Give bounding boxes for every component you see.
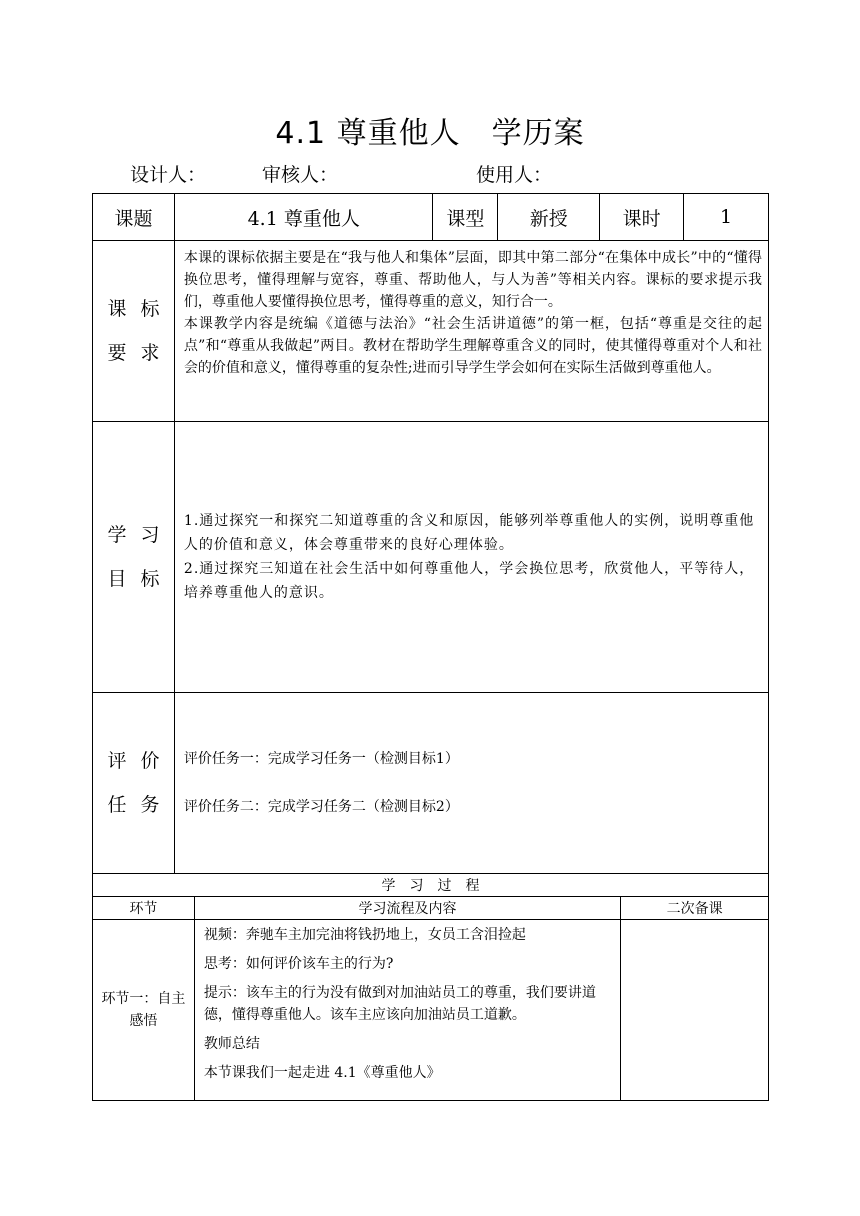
lesson-info-table bbox=[92, 193, 769, 874]
standards-content bbox=[174, 241, 768, 422]
objectives-label-line2: 目标 bbox=[107, 568, 174, 590]
standards-label bbox=[93, 241, 175, 422]
stage-content bbox=[194, 920, 620, 1101]
table-row bbox=[93, 920, 769, 1101]
stage-column-header: 环节 bbox=[93, 897, 195, 920]
type-value: 新授 bbox=[498, 194, 600, 241]
stage-notes bbox=[621, 920, 769, 1101]
period-value: 1 bbox=[684, 194, 769, 241]
stage-line: 思考：如何评价该车主的行为? bbox=[203, 956, 394, 972]
standards-paragraph: 本课的课标依据主要是在“我与他人和集体”层面，即其中第二部分“在集体中成长”中的“懂得换位思考，懂得理解与宽容，尊重、帮助他人，与人为善”等相关内容。课标的要求提示我们，尊重他人要懂得换位思考，懂得尊重的意义，知行合一。 bbox=[183, 250, 762, 310]
page-title: 4.1 尊重他人 学历案 bbox=[275, 116, 585, 151]
process-heading: 学 习 过 程 bbox=[93, 874, 769, 897]
stage-line: 教师总结 bbox=[203, 1036, 260, 1052]
stage-line: 本节课我们一起走进 4.1《尊重他人》 bbox=[203, 1065, 441, 1081]
stage-line: 视频：奔驰车主加完油将钱扔地上，女员工含泪捡起 bbox=[203, 927, 526, 943]
standards-row bbox=[93, 241, 769, 422]
stage-line: 提示：该车主的行为没有做到对加油站员工的尊重，我们要讲道德，懂得尊重他人。该车主应该向加油站员工道歉。 bbox=[203, 985, 596, 1023]
stage-name: 环节一：自主感悟 bbox=[93, 920, 195, 1101]
evaluation-label-line1: 评价 bbox=[107, 750, 174, 772]
objectives-label bbox=[93, 422, 175, 693]
evaluation-item: 评价任务二：完成学习任务二（检测目标2） bbox=[183, 799, 459, 815]
objective-item: 2.通过探究三知道在社会生活中如何尊重他人，学会换位思考，欣赏他人，平等待人，培养尊重他人的意识。 bbox=[183, 561, 755, 601]
type-label: 课型 bbox=[433, 194, 498, 241]
learning-process-table bbox=[92, 873, 769, 1101]
process-heading-row bbox=[93, 874, 769, 897]
evaluation-item: 评价任务一：完成学习任务一（检测目标1） bbox=[183, 751, 459, 767]
objectives-row bbox=[93, 422, 769, 693]
evaluation-label bbox=[93, 693, 175, 874]
standards-label-line2: 要求 bbox=[107, 342, 174, 364]
process-column-header bbox=[93, 897, 769, 920]
content-column-header: 学习流程及内容 bbox=[194, 897, 620, 920]
header-row bbox=[93, 194, 769, 241]
objectives-label-line1: 学习 bbox=[107, 524, 174, 546]
designer-label: 设计人： bbox=[130, 164, 207, 186]
user-label: 使用人： bbox=[476, 164, 553, 186]
evaluation-row bbox=[93, 693, 769, 874]
evaluation-label-line2: 任务 bbox=[107, 794, 174, 816]
standards-paragraph: 本课教学内容是统编《道德与法治》“社会生活讲道德”的第一框，包括“尊重是交往的起点”和“尊重从我做起”两目。教材在帮助学生理解尊重含义的同时，使其懂得尊重对个人和社会的价值和意义，懂得尊重的复杂性;进而引导学生学会如何在实际生活做到尊重他人。 bbox=[183, 316, 762, 376]
objectives-content bbox=[174, 422, 768, 693]
topic-label: 课题 bbox=[93, 194, 175, 241]
evaluation-content bbox=[174, 693, 768, 874]
reviewer-label: 审核人： bbox=[262, 164, 339, 186]
objective-item: 1.通过探究一和探究二知道尊重的含义和原因，能够列举尊重他人的实例，说明尊重他人的价值和意义，体会尊重带来的良好心理体验。 bbox=[183, 513, 755, 553]
notes-column-header: 二次备课 bbox=[621, 897, 769, 920]
topic-value: 4.1 尊重他人 bbox=[174, 194, 433, 241]
period-label: 课时 bbox=[600, 194, 684, 241]
standards-label-line1: 课标 bbox=[107, 298, 174, 320]
